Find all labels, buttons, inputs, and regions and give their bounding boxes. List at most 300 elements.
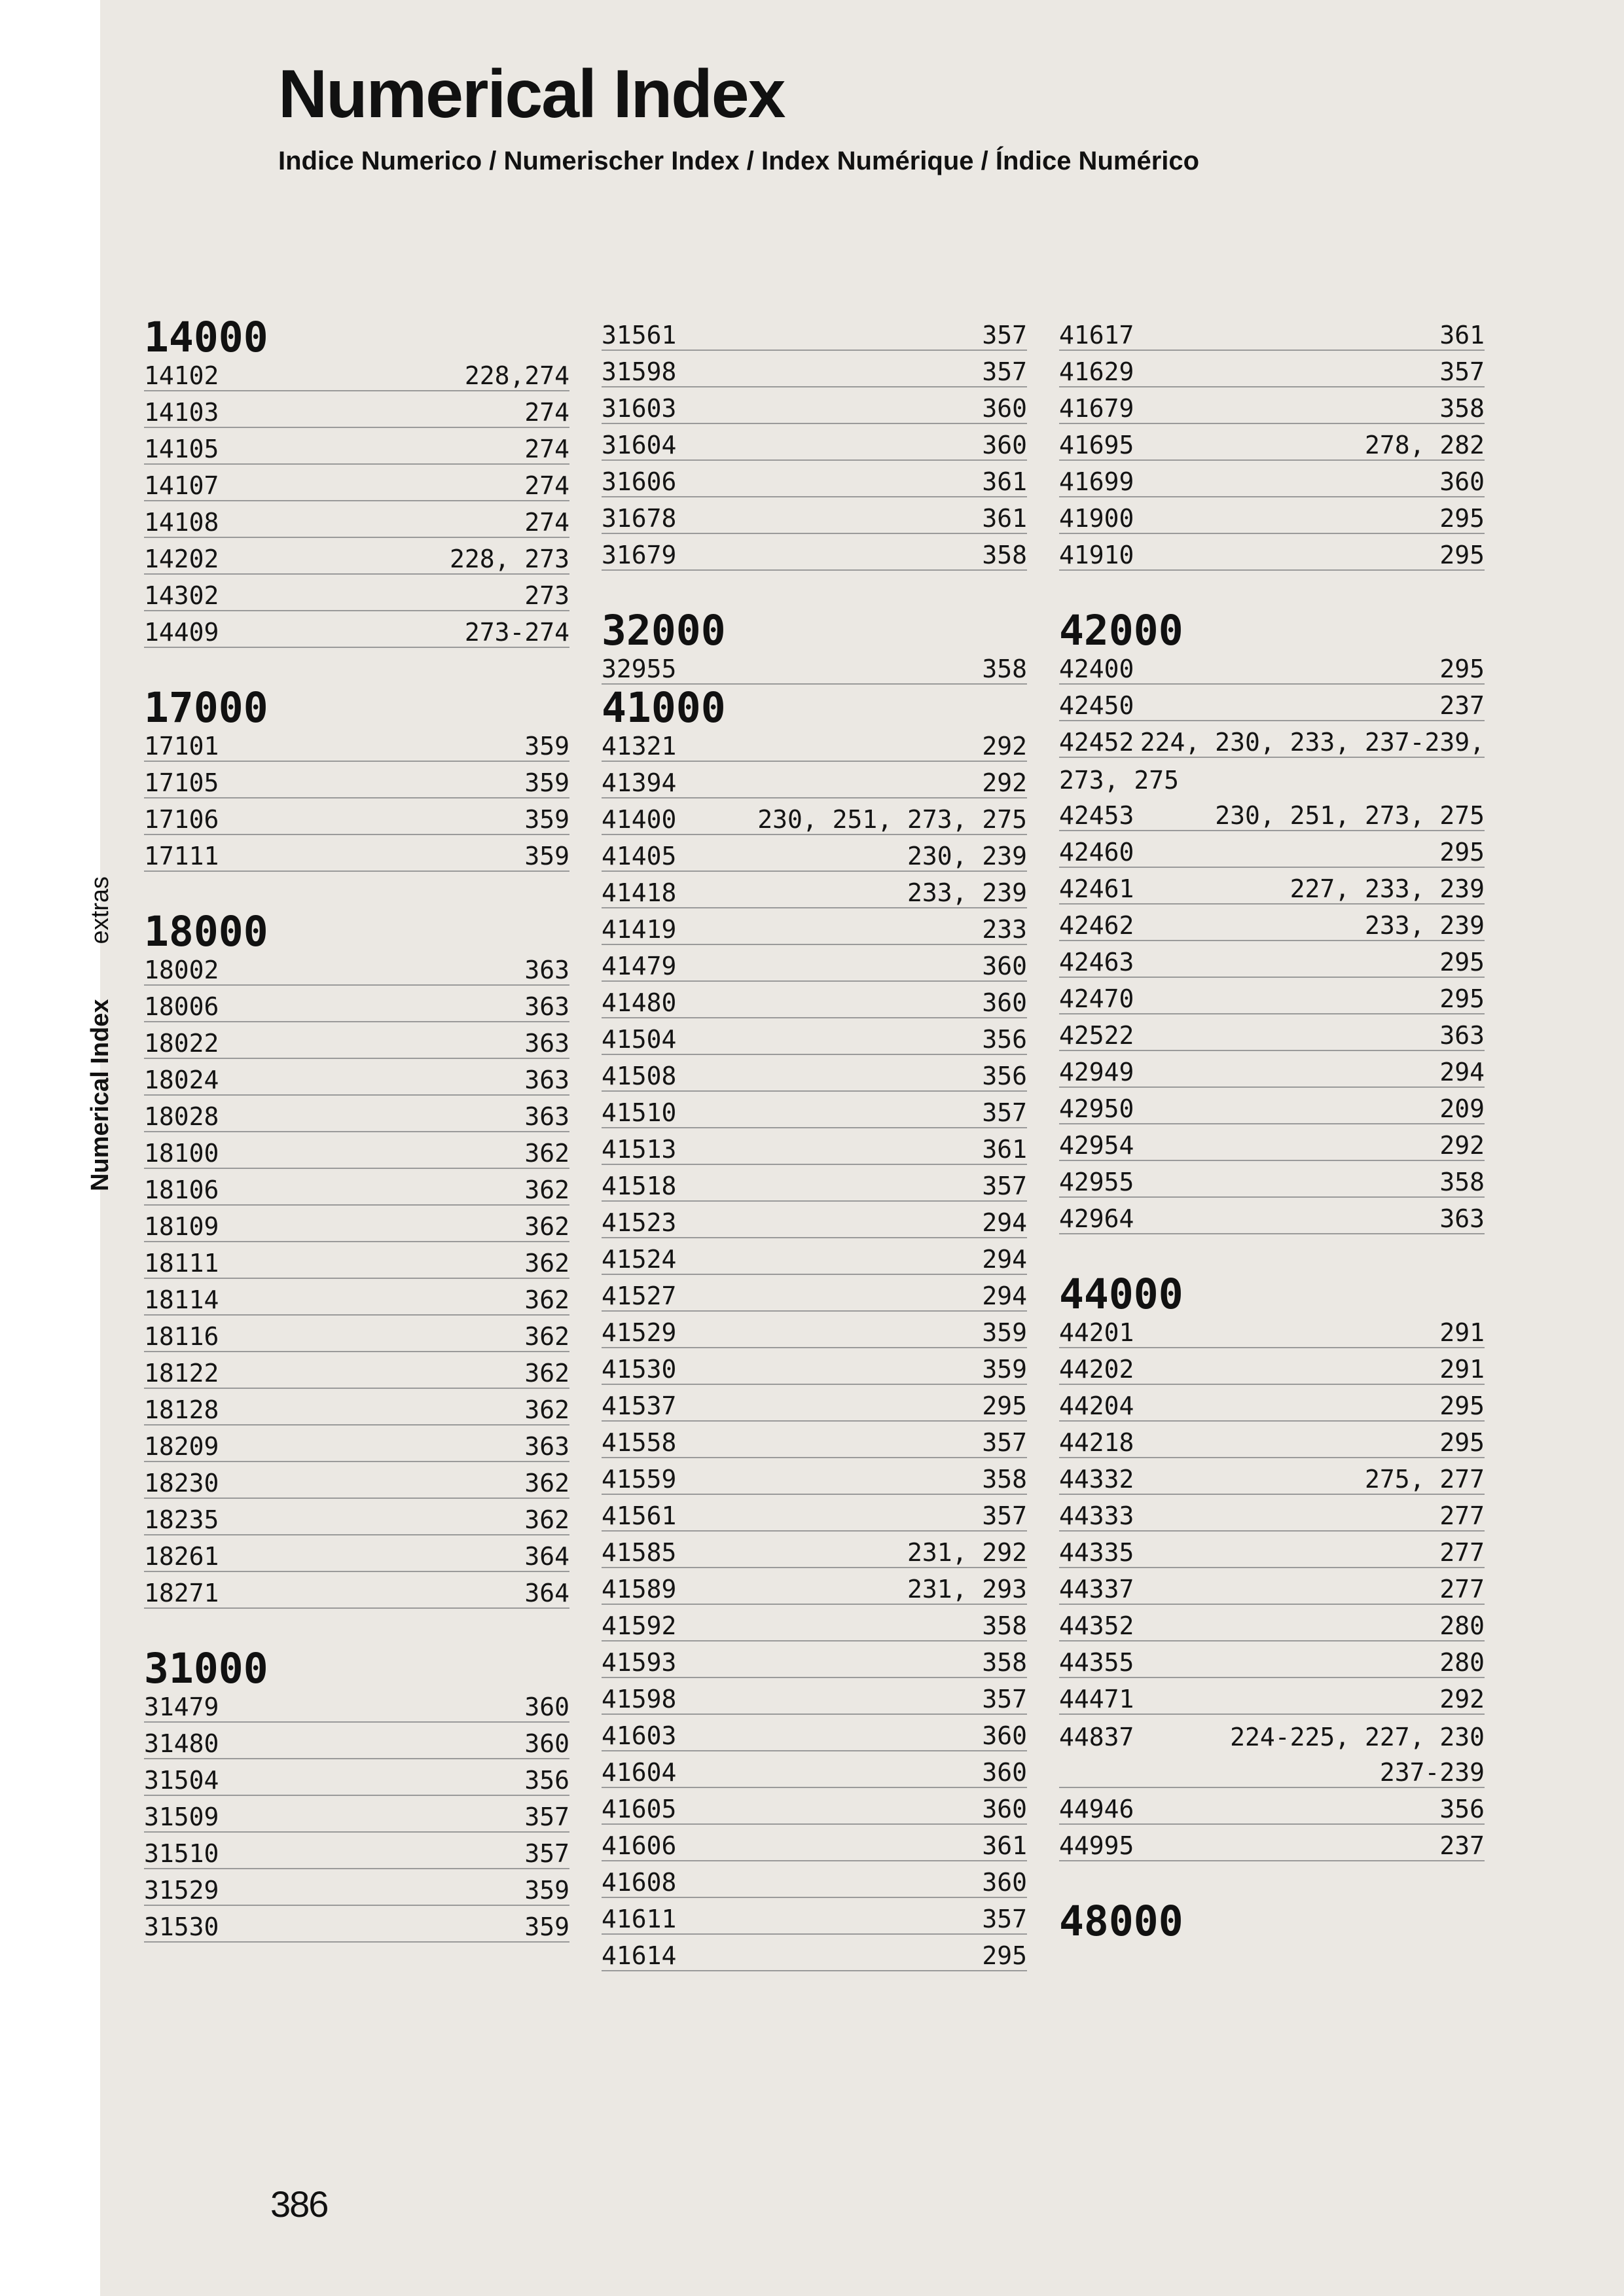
article-number: 41405 — [602, 842, 677, 870]
index-row — [1059, 461, 1485, 497]
page-references: 360 — [982, 952, 1027, 980]
index-row — [1059, 1385, 1485, 1422]
article-number: 18114 — [144, 1285, 219, 1314]
article-number: 41589 — [602, 1575, 677, 1604]
article-number: 41400 — [602, 805, 677, 834]
index-row — [1059, 1641, 1485, 1678]
article-number: 41480 — [602, 988, 677, 1017]
page-references: 277 — [1439, 1575, 1485, 1604]
article-number: 41394 — [602, 768, 677, 797]
section-heading: 48000 — [1059, 1897, 1183, 1945]
section-heading: 42000 — [1059, 607, 1183, 655]
index-row — [144, 1279, 569, 1316]
article-number: 18128 — [144, 1395, 219, 1424]
page-references: 233, 239 — [907, 878, 1027, 907]
page-references: 362 — [524, 1139, 569, 1168]
article-number: 41606 — [602, 1831, 677, 1860]
page-references: 359 — [524, 805, 569, 834]
page-references: 360 — [524, 1693, 569, 1721]
page-references: 237-239 — [1379, 1758, 1485, 1787]
index-row — [602, 798, 1027, 835]
index-row — [602, 835, 1027, 872]
article-number: 41523 — [602, 1208, 677, 1237]
page-references: 357 — [982, 1905, 1027, 1933]
article-number: 44995 — [1059, 1831, 1134, 1860]
section-heading: 41000 — [602, 684, 726, 732]
article-number: 18024 — [144, 1066, 219, 1094]
page-references: 362 — [524, 1505, 569, 1534]
section-heading: 31000 — [144, 1645, 268, 1693]
article-number: 42470 — [1059, 984, 1134, 1013]
index-row — [602, 1825, 1027, 1861]
article-number: 41614 — [602, 1941, 677, 1970]
page-references: 362 — [524, 1322, 569, 1351]
article-number: 44471 — [1059, 1685, 1134, 1713]
page-references: 360 — [982, 988, 1027, 1017]
index-row — [1059, 721, 1485, 758]
page-references: 295 — [982, 1941, 1027, 1970]
article-number: 31603 — [602, 394, 677, 423]
page-references: 274 — [524, 471, 569, 500]
index-row — [144, 1316, 569, 1352]
index-row — [144, 1723, 569, 1759]
index-row — [602, 1202, 1027, 1238]
page-references: 358 — [982, 1465, 1027, 1494]
article-number: 14103 — [144, 398, 219, 427]
index-row — [144, 611, 569, 648]
page-references: 359 — [982, 1355, 1027, 1384]
index-row — [1059, 1715, 1485, 1751]
article-number: 41524 — [602, 1245, 677, 1274]
page-references: 224, 230, 233, 237-239, — [1140, 728, 1485, 757]
page-references: 228, 273 — [449, 545, 569, 573]
page-references: 359 — [524, 842, 569, 870]
article-number: 41529 — [602, 1318, 677, 1347]
index-row — [144, 1426, 569, 1462]
index-row — [1059, 1825, 1485, 1861]
page-references: 363 — [524, 992, 569, 1021]
side-section-label — [86, 876, 115, 1191]
side-category-name: extras — [86, 876, 114, 944]
article-number: 18122 — [144, 1359, 219, 1388]
article-number: 31678 — [602, 504, 677, 533]
article-number: 31480 — [144, 1729, 219, 1758]
article-number: 31479 — [144, 1693, 219, 1721]
page-references: 357 — [982, 1685, 1027, 1713]
index-row — [1059, 905, 1485, 941]
page-references: 230, 251, 273, 275 — [1215, 801, 1485, 830]
article-number: 41419 — [602, 915, 677, 944]
page-references: 295 — [1439, 948, 1485, 977]
section-spacer — [144, 648, 569, 685]
page-references: 294 — [982, 1282, 1027, 1310]
article-number: 41679 — [1059, 394, 1134, 423]
section-heading: 14000 — [144, 314, 268, 361]
page-references: 295 — [1439, 838, 1485, 867]
page-references: 277 — [1439, 1538, 1485, 1567]
page-references: 359 — [982, 1318, 1027, 1347]
article-number: 18271 — [144, 1579, 219, 1607]
article-number: 14202 — [144, 545, 219, 573]
article-number: 18100 — [144, 1139, 219, 1168]
index-column-3 — [1059, 314, 1485, 1945]
index-row — [602, 1678, 1027, 1715]
page-header — [278, 56, 1200, 176]
section-spacer — [1059, 1234, 1485, 1271]
index-row — [144, 1796, 569, 1833]
index-row — [1059, 1014, 1485, 1051]
index-row — [1059, 1751, 1485, 1788]
page-references: 361 — [1439, 321, 1485, 350]
article-number: 31530 — [144, 1912, 219, 1941]
page-references: 360 — [524, 1729, 569, 1758]
index-row — [1059, 497, 1485, 534]
page-references: 361 — [982, 467, 1027, 496]
index-row — [602, 945, 1027, 982]
article-number: 44332 — [1059, 1465, 1134, 1494]
index-row — [144, 1352, 569, 1389]
index-row — [1059, 314, 1485, 351]
index-row — [602, 1458, 1027, 1495]
index-row — [144, 391, 569, 428]
index-row — [144, 1906, 569, 1943]
article-number: 44335 — [1059, 1538, 1134, 1567]
index-row — [602, 1348, 1027, 1385]
page-references: 228,274 — [464, 361, 569, 390]
index-row — [602, 1788, 1027, 1825]
article-number: 41699 — [1059, 467, 1134, 496]
article-number: 42450 — [1059, 691, 1134, 720]
index-row — [602, 1385, 1027, 1422]
page-references: 359 — [524, 1912, 569, 1941]
index-row — [602, 1605, 1027, 1641]
article-number: 42949 — [1059, 1058, 1134, 1086]
page-references: 358 — [982, 655, 1027, 683]
index-row — [144, 1059, 569, 1096]
article-number: 41900 — [1059, 504, 1134, 533]
article-number: 41910 — [1059, 541, 1134, 569]
index-row — [602, 1898, 1027, 1935]
article-number: 44202 — [1059, 1355, 1134, 1384]
article-number: 41608 — [602, 1868, 677, 1897]
page-references: 278, 282 — [1364, 431, 1485, 459]
page-references: 364 — [524, 1542, 569, 1571]
index-row — [144, 1022, 569, 1059]
article-number: 31510 — [144, 1839, 219, 1868]
article-number: 18230 — [144, 1469, 219, 1498]
index-row — [144, 1499, 569, 1535]
index-row — [1059, 1088, 1485, 1124]
page-number: 386 — [270, 2183, 328, 2225]
article-number: 42462 — [1059, 911, 1134, 940]
article-number: 42522 — [1059, 1021, 1134, 1050]
page-references: 364 — [524, 1579, 569, 1607]
index-row — [1059, 387, 1485, 424]
page-references: 360 — [982, 431, 1027, 459]
index-row — [144, 1462, 569, 1499]
section-heading: 17000 — [144, 684, 268, 732]
article-number: 18006 — [144, 992, 219, 1021]
page-references: 295 — [1439, 655, 1485, 683]
article-number: 41585 — [602, 1538, 677, 1567]
page-references: 295 — [1439, 984, 1485, 1013]
page-references: 295 — [1439, 504, 1485, 533]
index-row — [602, 387, 1027, 424]
page-references: 358 — [982, 541, 1027, 569]
article-number: 41558 — [602, 1428, 677, 1457]
index-row — [1059, 1422, 1485, 1458]
page-references: 360 — [1439, 467, 1485, 496]
article-number: 41617 — [1059, 321, 1134, 350]
index-column-2 — [602, 314, 1027, 1971]
page-references: 357 — [982, 321, 1027, 350]
index-row — [602, 762, 1027, 798]
index-row — [1059, 1161, 1485, 1198]
page-references: 360 — [982, 394, 1027, 423]
index-row — [1059, 1568, 1485, 1605]
article-number: 42452 — [1059, 728, 1134, 757]
index-row — [144, 1169, 569, 1206]
index-row — [144, 1759, 569, 1796]
index-row — [144, 1833, 569, 1869]
index-row — [602, 1275, 1027, 1312]
article-number: 18111 — [144, 1249, 219, 1278]
article-number: 18116 — [144, 1322, 219, 1351]
index-row — [1059, 1678, 1485, 1715]
article-number: 41605 — [602, 1795, 677, 1823]
article-number: 14409 — [144, 618, 219, 647]
page-references: 274 — [524, 398, 569, 427]
article-number: 44337 — [1059, 1575, 1134, 1604]
article-number: 41527 — [602, 1282, 677, 1310]
index-row — [602, 497, 1027, 534]
article-number: 18109 — [144, 1212, 219, 1241]
page-references: 357 — [982, 1098, 1027, 1127]
index-row — [602, 461, 1027, 497]
side-section-name: Numerical Index — [86, 999, 114, 1191]
page-references: 362 — [524, 1249, 569, 1278]
page-references: 358 — [982, 1648, 1027, 1677]
article-number: 31598 — [602, 357, 677, 386]
article-number: 17101 — [144, 732, 219, 761]
page-references: 359 — [524, 1876, 569, 1905]
index-row — [602, 314, 1027, 351]
page-references: 237 — [1439, 1831, 1485, 1860]
page-references: 275, 277 — [1364, 1465, 1485, 1494]
page-references: 231, 293 — [907, 1575, 1027, 1604]
page-references: 280 — [1439, 1611, 1485, 1640]
page-references: 273-274 — [464, 618, 569, 647]
index-row — [602, 1532, 1027, 1568]
page-references: 363 — [1439, 1204, 1485, 1233]
article-number: 18022 — [144, 1029, 219, 1058]
page-references: 292 — [982, 732, 1027, 761]
article-number: 41513 — [602, 1135, 677, 1164]
article-number: 31606 — [602, 467, 677, 496]
article-number: 41559 — [602, 1465, 677, 1494]
index-row — [1059, 534, 1485, 571]
page-references: 356 — [982, 1025, 1027, 1054]
page-references: 363 — [524, 956, 569, 984]
index-row — [602, 1422, 1027, 1458]
article-number: 17111 — [144, 842, 219, 870]
article-number: 41418 — [602, 878, 677, 907]
page-references: 294 — [1439, 1058, 1485, 1086]
index-row — [144, 1535, 569, 1572]
page-references: 362 — [524, 1359, 569, 1388]
article-number: 44218 — [1059, 1428, 1134, 1457]
index-row — [602, 1092, 1027, 1128]
index-row — [1059, 1458, 1485, 1495]
page-references: 360 — [982, 1721, 1027, 1750]
index-row — [1059, 978, 1485, 1014]
index-row — [1059, 1532, 1485, 1568]
index-row — [1059, 1495, 1485, 1532]
article-number: 42463 — [1059, 948, 1134, 977]
index-row — [144, 1242, 569, 1279]
index-row — [602, 1715, 1027, 1751]
article-number: 44201 — [1059, 1318, 1134, 1347]
index-row — [144, 762, 569, 798]
index-row — [1059, 351, 1485, 387]
page-references: 357 — [1439, 357, 1485, 386]
article-number: 44333 — [1059, 1501, 1134, 1530]
index-row — [1059, 1788, 1485, 1825]
page-references: 357 — [524, 1803, 569, 1831]
page-references: 237 — [1439, 691, 1485, 720]
page-title: Numerical Index — [278, 56, 785, 132]
page-references: 359 — [524, 768, 569, 797]
page-references: 360 — [982, 1795, 1027, 1823]
page-references: 356 — [524, 1766, 569, 1795]
index-row — [602, 534, 1027, 571]
article-number: 42400 — [1059, 655, 1134, 683]
index-row — [602, 1312, 1027, 1348]
article-number: 41593 — [602, 1648, 677, 1677]
index-row — [1059, 868, 1485, 905]
article-number: 42950 — [1059, 1094, 1134, 1123]
article-number: 31529 — [144, 1876, 219, 1905]
index-row — [602, 1935, 1027, 1971]
article-number: 18028 — [144, 1102, 219, 1131]
page-references: 280 — [1439, 1648, 1485, 1677]
article-number: 44837 — [1059, 1723, 1134, 1751]
section-spacer — [602, 571, 1027, 607]
section-spacer — [144, 1609, 569, 1645]
article-number: 42964 — [1059, 1204, 1134, 1233]
page-references: 227, 233, 239 — [1290, 874, 1485, 903]
article-number: 44352 — [1059, 1611, 1134, 1640]
page-references: 291 — [1439, 1318, 1485, 1347]
article-number: 17106 — [144, 805, 219, 834]
index-row — [1059, 424, 1485, 461]
article-number: 31504 — [144, 1766, 219, 1795]
article-number: 41592 — [602, 1611, 677, 1640]
article-number: 14108 — [144, 508, 219, 537]
page-references: 224-225, 227, 230 — [1230, 1723, 1485, 1751]
page-references: 295 — [1439, 1391, 1485, 1420]
page-references: 358 — [1439, 1168, 1485, 1196]
page-references: 357 — [524, 1839, 569, 1868]
page-references: 357 — [982, 357, 1027, 386]
page-margin — [0, 0, 100, 2296]
index-row — [602, 1128, 1027, 1165]
page-references: 357 — [982, 1501, 1027, 1530]
index-row — [144, 1132, 569, 1169]
index-row — [602, 908, 1027, 945]
index-row — [144, 575, 569, 611]
page-references: 294 — [982, 1245, 1027, 1274]
index-row — [602, 1751, 1027, 1788]
index-row — [1059, 831, 1485, 868]
index-row — [1059, 1124, 1485, 1161]
page-references: 363 — [524, 1102, 569, 1131]
article-number: 273, 275 — [1059, 766, 1180, 795]
article-number: 44204 — [1059, 1391, 1134, 1420]
page-references: 230, 251, 273, 275 — [757, 805, 1027, 834]
index-row — [602, 1055, 1027, 1092]
article-number: 41611 — [602, 1905, 677, 1933]
index-row — [602, 1495, 1027, 1532]
article-number: 41598 — [602, 1685, 677, 1713]
page-references: 361 — [982, 1135, 1027, 1164]
index-row — [1059, 1348, 1485, 1385]
article-number: 42954 — [1059, 1131, 1134, 1160]
index-row — [602, 351, 1027, 387]
index-row — [602, 1861, 1027, 1898]
page-references: 361 — [982, 1831, 1027, 1860]
page-references: 294 — [982, 1208, 1027, 1237]
index-row — [602, 1568, 1027, 1605]
page-references: 362 — [524, 1175, 569, 1204]
page-references: 362 — [524, 1469, 569, 1498]
article-number: 42453 — [1059, 801, 1134, 830]
article-number: 31561 — [602, 321, 677, 350]
article-number: 31679 — [602, 541, 677, 569]
article-number: 41321 — [602, 732, 677, 761]
section-heading: 44000 — [1059, 1270, 1183, 1318]
article-number: 14105 — [144, 435, 219, 463]
article-number: 41508 — [602, 1062, 677, 1090]
page-references: 363 — [524, 1029, 569, 1058]
index-row — [602, 1641, 1027, 1678]
article-number: 41604 — [602, 1758, 677, 1787]
article-number: 18002 — [144, 956, 219, 984]
page-references: 359 — [524, 732, 569, 761]
article-number: 41561 — [602, 1501, 677, 1530]
index-row — [144, 465, 569, 501]
page-references: 357 — [982, 1172, 1027, 1200]
page-references: 230, 239 — [907, 842, 1027, 870]
index-row — [144, 798, 569, 835]
article-number: 42955 — [1059, 1168, 1134, 1196]
article-number: 32955 — [602, 655, 677, 683]
article-number: 31509 — [144, 1803, 219, 1831]
page-references: 356 — [1439, 1795, 1485, 1823]
page-references: 358 — [1439, 394, 1485, 423]
article-number: 18106 — [144, 1175, 219, 1204]
page-references: 274 — [524, 435, 569, 463]
page-references: 292 — [1439, 1131, 1485, 1160]
page-references: 277 — [1439, 1501, 1485, 1530]
article-number: 41629 — [1059, 357, 1134, 386]
article-number: 42461 — [1059, 874, 1134, 903]
article-number: 18209 — [144, 1432, 219, 1461]
page-references: 233 — [982, 915, 1027, 944]
page-references: 231, 292 — [907, 1538, 1027, 1567]
page-references: 292 — [1439, 1685, 1485, 1713]
page-references: 295 — [982, 1391, 1027, 1420]
